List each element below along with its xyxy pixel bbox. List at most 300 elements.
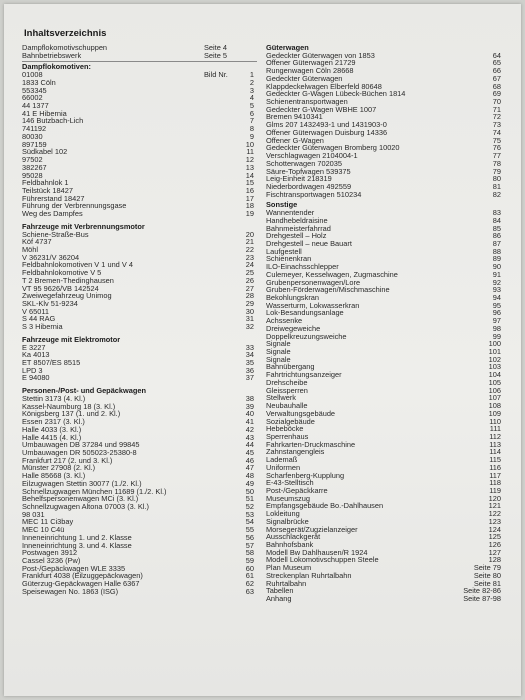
entry-label: Sperrenhaus <box>266 431 309 441</box>
entry-number: 84 <box>492 215 501 225</box>
entry-label: Streckenplan Ruhrtalbahn <box>266 570 352 580</box>
entry-label: Inneneinrichtung 1. und 2. Klasse <box>22 532 132 542</box>
entry-number: 25 <box>245 268 254 278</box>
entry-label: Eilzugwagen Stettin 30077 (1./2. Kl.) <box>22 478 142 488</box>
entry-number: 102 <box>488 354 501 364</box>
toc-entry <box>266 191 501 199</box>
entry-label: Ruhrtalbahn <box>266 578 307 588</box>
entry-label: Rungenwagen Cöln 28668 <box>266 66 354 76</box>
entry-label: Drehscheibe <box>266 377 308 387</box>
entry-label: Lok-Besandungsanlage <box>266 308 344 318</box>
entry-number: 63 <box>245 586 254 596</box>
entry-label: Verwaltungsgebäude <box>266 408 336 418</box>
entry-number: 101 <box>488 347 501 357</box>
entry-label: Speisewagen No. 1863 (ISG) <box>22 586 119 596</box>
entry-number: 26 <box>245 275 254 285</box>
toc-entry <box>22 148 257 156</box>
entry-number: 27 <box>245 283 254 293</box>
entry-label: Uniformen <box>266 462 301 472</box>
entry-number: 56 <box>245 532 254 542</box>
entry-number: 19 <box>245 209 254 219</box>
entry-label: Fahrkarten-Druckmaschine <box>266 439 356 449</box>
entry-number: 30 <box>245 306 254 316</box>
toc-entry <box>22 156 257 164</box>
entry-label: Sozialgebäude <box>266 416 315 426</box>
entry-label: Führerstand 18427 <box>22 193 85 203</box>
entry-number: 100 <box>488 339 501 349</box>
entry-label: Offener Güterwagen Duisburg 14336 <box>266 127 388 137</box>
entry-number: 1 <box>249 70 254 80</box>
entry-number: 49 <box>245 478 254 488</box>
entry-label: Bahnmeisterfahrrad <box>266 223 331 233</box>
entry-number: 93 <box>492 285 501 295</box>
entry-number: 87 <box>492 238 501 248</box>
entry-number: 120 <box>488 493 501 503</box>
toc-entry <box>22 87 257 95</box>
toc-column-right <box>266 44 501 603</box>
entry-number: 113 <box>489 439 501 449</box>
entry-label: Güterzug-Gepäckwagen Halle 6367 <box>22 579 140 589</box>
entry-label: E 94080 <box>22 373 50 383</box>
entry-label: Lademaß <box>266 455 298 465</box>
toc-entry <box>22 117 257 125</box>
entry-number: 28 <box>245 291 254 301</box>
entry-label: Post-/Gepäckwagen WLE 3335 <box>22 563 126 573</box>
entry-number: 3 <box>249 85 254 95</box>
entry-label: Verschlagwagen 2104004-1 <box>266 151 358 161</box>
entry-label: Wannentender <box>266 208 315 218</box>
entry-number: 72 <box>492 112 501 122</box>
entry-label: Zweiwegefahrzeug Unimog <box>22 291 112 301</box>
entry-number: 104 <box>488 370 501 380</box>
entry-number: 122 <box>488 509 501 519</box>
entry-number: 110 <box>489 416 501 426</box>
toc-entry <box>22 344 257 352</box>
entry-number: 18 <box>245 201 254 211</box>
entry-number: 71 <box>492 104 501 114</box>
entry-label: 97502 <box>22 155 43 165</box>
entry-number: 123 <box>488 516 501 526</box>
entry-number: 118 <box>489 478 501 488</box>
entry-label: MEC 11 Ci3bay <box>22 517 74 527</box>
entry-label: 382267 <box>22 162 47 172</box>
entry-number: 17 <box>245 193 254 203</box>
entry-label: Halle 4033 (3. Kl.) <box>22 424 82 434</box>
entry-label: Fahrzeuge mit Elektromotor <box>22 334 121 344</box>
entry-number: 50 <box>245 486 254 496</box>
entry-number: 54 <box>245 517 254 527</box>
entry-label: Niederbordwagen 492559 <box>266 181 352 191</box>
book-page <box>4 4 521 696</box>
entry-label: Möhl <box>22 244 39 254</box>
entry-label: Dampflokomotivschuppen <box>22 43 108 52</box>
entry-label: Schotterwagen 702035 <box>266 158 343 168</box>
entry-number: 98 <box>492 323 501 333</box>
entry-number: 60 <box>245 563 254 573</box>
entry-number: 88 <box>492 246 501 256</box>
entry-label: Dreiwegeweiche <box>266 323 321 333</box>
entry-number: 109 <box>488 408 501 418</box>
toc-entry <box>22 164 257 172</box>
entry-number: 95 <box>492 300 501 310</box>
entry-label: 1833 Cöln <box>22 77 56 87</box>
toc-entry <box>266 502 501 510</box>
entry-label: Signale <box>266 339 291 349</box>
entry-label: Königsberg 137 (1. und 2. Kl.) <box>22 409 121 419</box>
entry-number: 99 <box>492 331 501 341</box>
entry-page-ref: Seite 5 <box>204 50 228 60</box>
entry-label: Doppelkreuzungsweiche <box>266 331 347 341</box>
entry-number: 38 <box>245 393 254 403</box>
entry-number: 7 <box>249 116 254 126</box>
entry-number: 10 <box>245 139 254 149</box>
entry-label: Lokleitung <box>266 509 300 519</box>
entry-label: E 3227 <box>22 342 46 352</box>
page-title: Inhaltsverzeichnis <box>24 28 107 39</box>
entry-number: 103 <box>488 362 501 372</box>
entry-number: 57 <box>245 540 254 550</box>
entry-label: 95028 <box>22 170 43 180</box>
entry-label: 146 Butzbach-Lich <box>22 116 84 126</box>
entry-label: T 2 Bremen-Thedinghausen <box>22 275 114 285</box>
entry-number: 106 <box>488 385 501 395</box>
entry-number: 83 <box>492 208 501 218</box>
entry-number: 36 <box>245 365 254 375</box>
entry-number: 114 <box>489 447 501 457</box>
entry-label: Weg des Dampfes <box>22 209 83 219</box>
entry-label: Südkabel 102 <box>22 147 68 157</box>
entry-number: 80 <box>492 174 501 184</box>
entry-label: Schienentransportwagen <box>266 97 348 107</box>
entry-label: Frankfurt 4038 (Eilzuggepäckwagen) <box>22 571 143 581</box>
toc-entry <box>22 210 257 218</box>
entry-number: 2 <box>249 77 254 87</box>
entry-label: Grubenpersonenwagen/Lore <box>266 277 361 287</box>
entry-label: Schnellzugwagen München 11689 (1./2. Kl.) <box>22 486 167 496</box>
entry-label: S 44 RAG <box>22 314 56 324</box>
entry-label: Gleissperren <box>266 385 308 395</box>
toc-entry <box>266 340 501 348</box>
entry-label: Hebeböcke <box>266 424 304 434</box>
entry-label: Gruben-Förderwagen/Mischmaschine <box>266 285 390 295</box>
entry-label: Empfangsgebäude Bo.-Dahlhausen <box>266 501 384 511</box>
entry-number: 42 <box>245 424 254 434</box>
entry-number: 92 <box>492 277 501 287</box>
entry-label: 741192 <box>22 124 47 134</box>
toc-entry <box>22 503 257 511</box>
entry-label: 897159 <box>22 139 47 149</box>
entry-number: 74 <box>492 127 501 137</box>
entry-label: Glms 207 1432493-1 und 1431903-0 <box>266 120 387 130</box>
entry-number: 34 <box>245 350 254 360</box>
entry-number: 90 <box>492 262 501 272</box>
entry-label: Scharfenberg-Kupplung <box>266 470 345 480</box>
entry-number: 125 <box>488 532 501 542</box>
toc-entry <box>22 374 257 382</box>
entry-label: Gedeckter G-Wagen Lübeck-Büchen 1814 <box>266 89 406 99</box>
entry-label: 98 031 <box>22 509 45 519</box>
toc-entry <box>22 231 257 239</box>
entry-label: Schiene-Straße-Bus <box>22 229 89 239</box>
entry-number: Seite 87-98 <box>463 594 501 604</box>
entry-number: Seite 79 <box>473 563 501 573</box>
toc-entry <box>266 456 501 464</box>
entry-number: 70 <box>492 97 501 107</box>
entry-label: Frankfurt 217 (2. und 3. Kl.) <box>22 455 113 465</box>
entry-number: 46 <box>245 455 254 465</box>
entry-number: 58 <box>245 548 254 558</box>
entry-number: 121 <box>488 501 501 511</box>
entry-label: Bahnhofsbank <box>266 540 314 549</box>
toc-entry <box>22 71 257 79</box>
toc-entry <box>22 359 257 367</box>
entry-label: Fahrzeuge mit Verbrennungsmotor <box>22 221 145 231</box>
entry-number: 11 <box>246 147 254 157</box>
entry-label: Achssenke <box>266 316 303 326</box>
entry-number: 51 <box>245 494 254 504</box>
entry-label: Offener Güterwagen 21729 <box>266 58 356 68</box>
entry-label: Stellwerk <box>266 393 296 403</box>
entry-page-ref: Seite 4 <box>204 43 228 52</box>
toc-entry <box>22 52 257 60</box>
entry-number: 16 <box>245 185 254 195</box>
entry-label: MEC 10 C4ü <box>22 525 65 535</box>
entry-number: 37 <box>245 373 254 383</box>
entry-label: V 36231/V 36204 <box>22 252 80 262</box>
entry-number: 55 <box>245 525 254 535</box>
entry-label: Klappdeckelwagen Elberfeld 80648 <box>266 81 382 91</box>
entry-number: Seite 80 <box>473 570 501 580</box>
entry-number: 22 <box>245 244 254 254</box>
entry-number: 41 <box>245 417 254 427</box>
entry-label: Ausschlackgerät <box>266 532 321 542</box>
entry-label: Museumszug <box>266 493 310 503</box>
entry-label: Gedeckter Güterwagen Bromberg 10020 <box>266 143 400 153</box>
entry-label: Wasserturm, Lokwasserkran <box>266 300 360 310</box>
entry-label: 553345 <box>22 85 47 95</box>
entry-number: 12 <box>245 155 254 165</box>
toc-entry <box>22 125 257 133</box>
entry-label: Anhang <box>266 594 292 604</box>
entry-label: Laufgestell <box>266 246 302 256</box>
entry-number: 53 <box>245 509 254 519</box>
entry-number: 81 <box>492 181 501 191</box>
entry-number: 96 <box>492 308 501 318</box>
entry-label: Sonstige <box>266 200 298 210</box>
entry-label: Säure-Topfwagen 539375 <box>266 166 351 176</box>
entry-number: 14 <box>245 170 254 180</box>
toc-entry <box>22 323 257 331</box>
entry-number: 76 <box>492 143 501 153</box>
entry-number: 66 <box>492 66 501 76</box>
toc-entry <box>22 133 257 141</box>
entry-label: Ka 4013 <box>22 350 50 360</box>
entry-label: Dampflokomotiven: <box>22 62 91 72</box>
entry-number: 24 <box>245 260 254 270</box>
entry-number: 9 <box>249 131 254 141</box>
entry-number: 61 <box>245 571 254 581</box>
entry-label: E-43-Stelltisch <box>266 478 314 488</box>
entry-number: 78 <box>492 158 501 168</box>
entry-label: Essen 2317 (3. Kl.) <box>22 417 85 427</box>
entry-number: 23 <box>245 252 254 262</box>
entry-number: 77 <box>492 151 501 161</box>
entry-label: Signalbrücke <box>266 516 309 526</box>
toc-entry <box>266 448 501 456</box>
entry-label: Bremen 9410341 <box>266 112 323 122</box>
entry-number: 119 <box>489 485 501 495</box>
entry-number: 89 <box>492 254 501 264</box>
entry-label: Handhebeldraisine <box>266 215 328 225</box>
entry-number: 79 <box>492 166 501 176</box>
entry-label: Bahnübergang <box>266 362 315 372</box>
entry-label: Güterwagen <box>266 43 309 52</box>
entry-label: V 65011 <box>22 306 49 316</box>
entry-label: 41 E Hibernia <box>22 108 67 118</box>
entry-label: Gedeckter G-Wagen WBHE 1007 <box>266 104 377 114</box>
toc-entry <box>22 94 257 102</box>
toc-entry <box>22 79 257 87</box>
entry-label: Feldbahnlok 1 <box>22 178 69 188</box>
entry-number: Seite 82-86 <box>463 586 501 596</box>
entry-label: Offener G-Wagen <box>266 135 324 145</box>
entry-number: 59 <box>245 556 254 565</box>
entry-number: 112 <box>489 431 501 441</box>
entry-label: Inneneinrichtung 3. und 4. Klasse <box>22 540 132 550</box>
entry-label: Umbauwagen DB 37284 und 99845 <box>22 440 140 450</box>
entry-label: Leig-Einheit 218319 <box>266 174 332 184</box>
toc-entry <box>22 588 257 596</box>
entry-label: Plan Museum <box>266 563 312 573</box>
entry-number: 4 <box>249 93 254 103</box>
entry-label: Neubauhalle <box>266 401 308 411</box>
entry-number: 85 <box>492 223 501 233</box>
entry-label: ET 8507/ES 8515 <box>22 358 81 368</box>
entry-label: Morsegerät/Zugzielanzeiger <box>266 524 358 534</box>
entry-number: 15 <box>245 178 254 188</box>
entry-number: 40 <box>245 409 254 419</box>
entry-number: 65 <box>492 58 501 68</box>
entry-label: Fischtransportwagen 510234 <box>266 189 362 199</box>
entry-label: Teilstück 18427 <box>22 185 73 195</box>
entry-label: Postwagen 3912 <box>22 548 78 558</box>
entry-number: 82 <box>492 189 501 199</box>
entry-number: 115 <box>489 455 501 465</box>
entry-number: 108 <box>488 401 501 411</box>
entry-label: Bahnbetriebswerk <box>22 50 82 60</box>
entry-number: 8 <box>249 124 254 134</box>
toc-entry <box>266 595 501 603</box>
entry-label: Münster 27908 (2. Kl.) <box>22 463 96 473</box>
entry-number: 29 <box>245 299 254 308</box>
entry-label: Personen-/Post- und Gepäckwagen <box>22 386 147 396</box>
entry-number: 127 <box>488 547 501 557</box>
toc-entry <box>22 300 257 308</box>
entry-number: 35 <box>245 358 254 368</box>
entry-label: Zahnstangengleis <box>266 447 325 457</box>
entry-number: 64 <box>492 50 501 60</box>
entry-label: Halle 85668 (3. Kl.) <box>22 471 86 481</box>
entry-number: 117 <box>489 470 501 480</box>
entry-label: Führung der Verbrennungsgase <box>22 201 127 211</box>
entry-number: 91 <box>492 269 501 279</box>
entry-number: 86 <box>492 231 501 241</box>
entry-label: Drehgestell – Holz <box>266 231 327 241</box>
entry-number: 68 <box>492 81 501 91</box>
entry-label: Feldbahnlokomotiven V 1 und V 4 <box>22 260 133 270</box>
entry-label: Kassel-Naumburg 18 (3. Kl.) <box>22 401 116 411</box>
entry-label: Halle 4415 (4. Kl.) <box>22 432 82 442</box>
entry-number: 45 <box>245 447 254 457</box>
entry-label: Gedeckter Güterwagen <box>266 73 343 83</box>
entry-label: Köf 4737 <box>22 237 52 247</box>
entry-label: Schnellzugwagen Altona 07003 (3. Kl.) <box>22 501 149 511</box>
entry-label: 66002 <box>22 93 43 103</box>
toc-entry <box>266 348 501 356</box>
entry-label: SKL-Klv 51-9234 <box>22 299 78 308</box>
entry-number: 20 <box>245 229 254 239</box>
entry-label: Umbauwagen DR 505023-25380-8 <box>22 447 137 457</box>
entry-number: 116 <box>489 462 501 472</box>
entry-number: 67 <box>492 73 501 83</box>
entry-number: 62 <box>245 579 254 589</box>
entry-number: 43 <box>245 432 254 442</box>
entry-label: Fahrtrichtungsanzeiger <box>266 370 342 380</box>
toc-entry <box>22 367 257 375</box>
entry-label: 01008 <box>22 70 43 80</box>
entry-number: 73 <box>492 120 501 130</box>
entry-number: 97 <box>492 316 501 326</box>
entry-label: VT 95 9626/VB 142524 <box>22 283 99 293</box>
section-heading <box>22 336 257 344</box>
entry-label: Behelfspersonenwagen MCi (3. Kl.) <box>22 494 139 504</box>
entry-number: 33 <box>245 342 254 352</box>
entry-label: Modell Bw Dahlhausen/R 1924 <box>266 547 368 557</box>
entry-label: Modell Lokomotivschuppen Steele <box>266 555 379 565</box>
entry-label: Drehgestell – neue Bauart <box>266 238 352 248</box>
toc-column-left <box>22 44 257 596</box>
entry-number: 44 <box>245 440 254 450</box>
entry-number: 13 <box>245 162 254 172</box>
entry-number: 75 <box>492 135 501 145</box>
entry-number: 69 <box>492 89 501 99</box>
entry-number: Seite 81 <box>473 578 501 588</box>
entry-number: 48 <box>245 471 254 481</box>
entry-label: Bekohlungskran <box>266 293 320 302</box>
entry-number: 124 <box>488 524 501 534</box>
entry-label: Feldbahnlokomotive V 5 <box>22 268 102 278</box>
entry-label: LPD 3 <box>22 365 43 375</box>
entry-label: Tabellen <box>266 586 294 596</box>
entry-label: Post-/Gepäckkarre <box>266 485 328 495</box>
entry-label: Signale <box>266 354 291 364</box>
entry-number: 21 <box>245 237 254 247</box>
entry-number: 32 <box>245 322 254 332</box>
entry-number: 128 <box>488 555 501 565</box>
entry-label: 44 1377 <box>22 101 49 111</box>
entry-label: 80030 <box>22 131 43 141</box>
entry-label: Gedeckter Güterwagen von 1853 <box>266 50 375 60</box>
toc-entry <box>22 238 257 246</box>
entry-label: Cassel 3236 (Pw) <box>22 556 81 565</box>
entry-number: 31 <box>245 314 254 324</box>
entry-label: S 3 Hibernia <box>22 322 63 332</box>
entry-label: Signale <box>266 347 291 357</box>
entry-number: 5 <box>249 101 254 111</box>
entry-label: ILO-Einachsschlepper <box>266 262 339 272</box>
entry-number: 111 <box>489 424 501 434</box>
entry-number: 126 <box>488 540 501 549</box>
